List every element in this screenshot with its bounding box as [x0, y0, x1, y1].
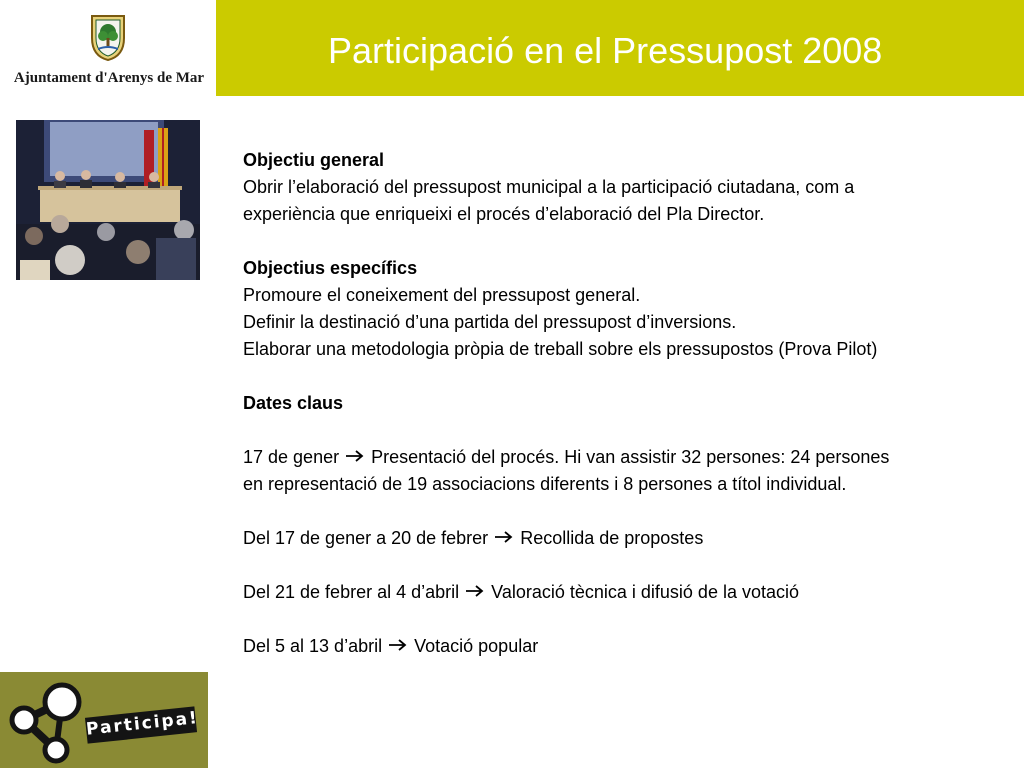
general-objective-heading: Objectiu general — [243, 150, 385, 170]
arrow-right-icon — [493, 530, 515, 544]
date-entry — [243, 525, 1003, 552]
date-label: Del 5 al 13 d’abril — [243, 636, 383, 656]
page-title: Participació en el Pressupost 2008 — [328, 30, 883, 71]
org-name: Ajuntament d'Arenys de Mar — [13, 70, 205, 86]
date-description-continued: en representació de 19 associacions diferents i 8 persones a títol individual. — [243, 474, 847, 494]
arrow-right-icon — [464, 584, 486, 598]
crest-icon — [88, 12, 128, 62]
general-objective-text-line-1: Obrir l’elaboració del pressupost municipal a la participació ciutadana, com a — [243, 177, 855, 197]
arrow-right-icon — [344, 449, 366, 463]
specific-objective-item: Promoure el coneixement del pressupost general. — [243, 285, 641, 305]
date-description: Recollida de propostes — [520, 528, 704, 548]
date-entry — [243, 444, 1003, 471]
date-label: Del 17 de gener a 20 de febrer — [243, 528, 489, 548]
logo-area — [0, 0, 216, 96]
date-description: Presentació del procés. Hi van assistir 32 persones: 24 persones — [371, 447, 890, 467]
date-label: 17 de gener — [243, 447, 340, 467]
date-entry — [243, 579, 1003, 606]
key-dates-heading: Dates claus — [243, 393, 344, 413]
content-body — [243, 147, 1003, 660]
date-description: Votació popular — [414, 636, 539, 656]
arrow-right-icon — [387, 638, 409, 652]
specific-objective-item: Definir la destinació d’una partida del pressupost d’inversions. — [243, 312, 737, 332]
general-objective-text-line-2: experiència que enriqueixi el procés d’elaboració del Pla Director. — [243, 204, 765, 224]
date-label: Del 21 de febrer al 4 d’abril — [243, 582, 460, 602]
date-entry — [243, 633, 1003, 660]
date-description: Valoració tècnica i difusió de la votació — [491, 582, 799, 602]
title-bar — [216, 0, 1024, 96]
specific-objectives-heading: Objectius específics — [243, 258, 418, 278]
meeting-photo — [16, 120, 200, 280]
specific-objective-item: Elaborar una metodologia pròpia de treball sobre els pressupostos (Prova Pilot) — [243, 339, 878, 359]
participa-label: Participa! — [85, 707, 200, 740]
